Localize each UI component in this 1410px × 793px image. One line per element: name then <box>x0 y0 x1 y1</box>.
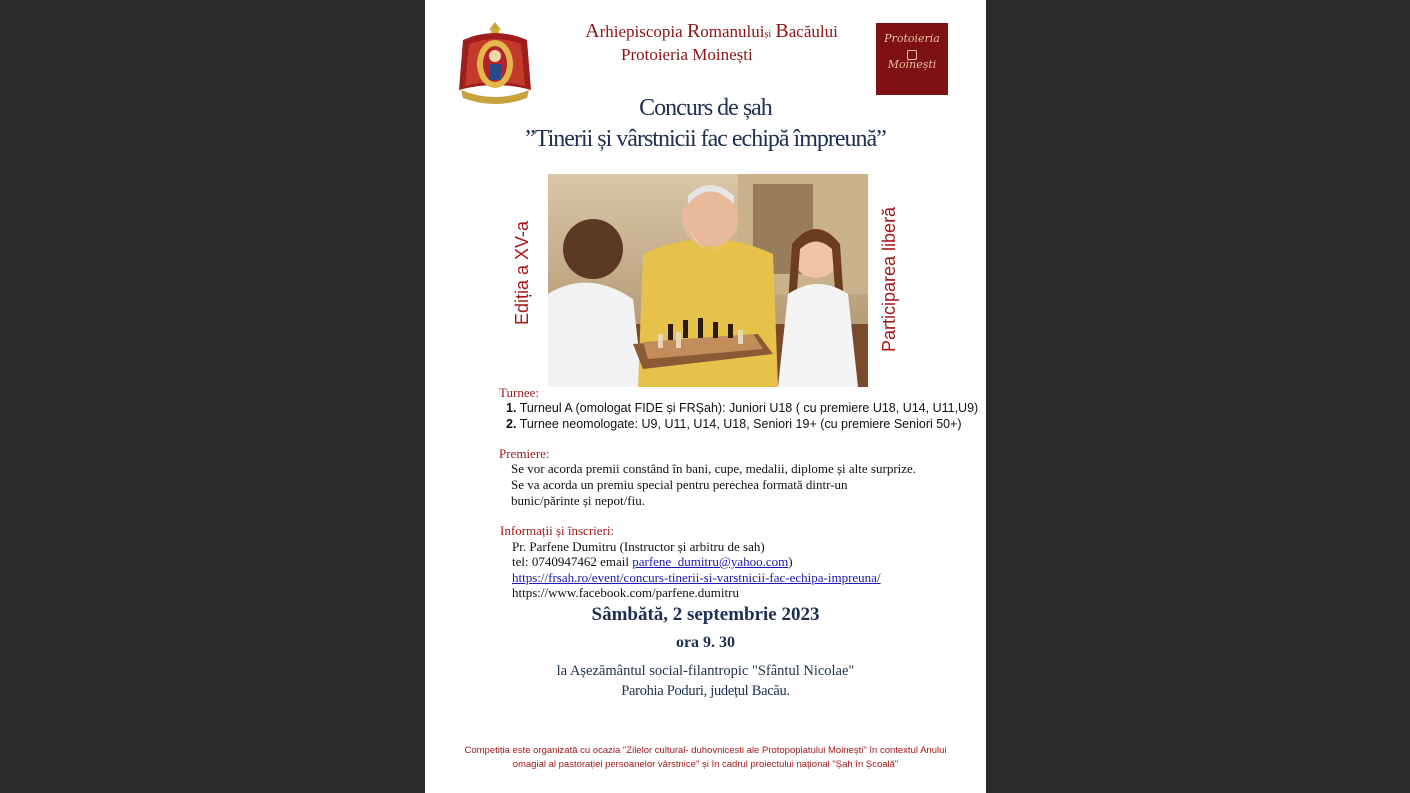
premiere-line: bunic/părinte și nepot/fiu. <box>511 493 645 508</box>
protoieria-logo: Protoieria Moinești <box>876 23 948 95</box>
contact-person: Pr. Parfene Dumitru (Instructor și arbitru de sah) <box>512 539 765 554</box>
contest-title: Concurs de șah <box>639 95 772 121</box>
church-icon <box>907 50 917 60</box>
email-link[interactable]: parfene_dumitru@yahoo.com <box>632 554 789 569</box>
contact-line: tel: 0740947462 email parfene_dumitru@yahoo.com) <box>512 554 793 569</box>
event-place: la Așezământul social-filantropic "Sfântul Nicolae" <box>556 663 855 679</box>
premiere-heading: Premiere: <box>499 446 550 461</box>
edition-label: Ediția a XV-a <box>512 220 532 325</box>
event-date: Sâmbătă, 2 septembrie 2023 <box>591 604 820 625</box>
organizer-note: Competiția este organizată cu ocazia "Zilelor cultural- duhovnicesti ale Protopopiatului Moinești" în contextul Anului omagial al pastorației persoanelor vârstnice" și în cadrul proiectului național "Șah în Școală" <box>464 745 947 770</box>
event-url-link[interactable]: https://frsah.ro/event/concurs-tinerii-si-varstnicii-fac-echipa-impreuna/ <box>512 570 881 585</box>
turnee-heading: Turnee: <box>499 385 539 400</box>
premiere-line: Se va acorda un premiu special pentru perechea formată dintr-un <box>511 477 848 492</box>
info-heading: Informații și înscrieri: <box>500 523 615 538</box>
facebook-url: https://www.facebook.com/parfene.dumitru <box>512 585 739 600</box>
protoieria-name: Protoieria Moinești <box>621 45 753 64</box>
poster-page <box>425 0 986 793</box>
free-participation-label: Participarea liberă <box>879 206 899 352</box>
contest-subtitle: ”Tinerii și vârstnicii fac echipă împreună” <box>525 126 886 152</box>
archdiocese-name: Arhiepiscopia Romanuluiși Bacăului <box>585 20 838 42</box>
event-parish: Parohia Poduri, județul Bacău. <box>621 683 790 699</box>
event-time: ora 9. 30 <box>675 634 736 651</box>
chess-players-photo <box>548 174 868 387</box>
list-item: 2. Turnee neomologate: U9, U11, U14, U18, Seniori 19+ (cu premiere Seniori 50+) <box>506 417 962 431</box>
list-item: 1. Turneul A (omologat FIDE și FRȘah): Juniori U18 ( cu premiere U18, U14, U11,U9) <box>506 401 979 415</box>
premiere-line: Se vor acorda premii constând în bani, cupe, medalii, diplome și alte surprize. <box>511 461 917 476</box>
